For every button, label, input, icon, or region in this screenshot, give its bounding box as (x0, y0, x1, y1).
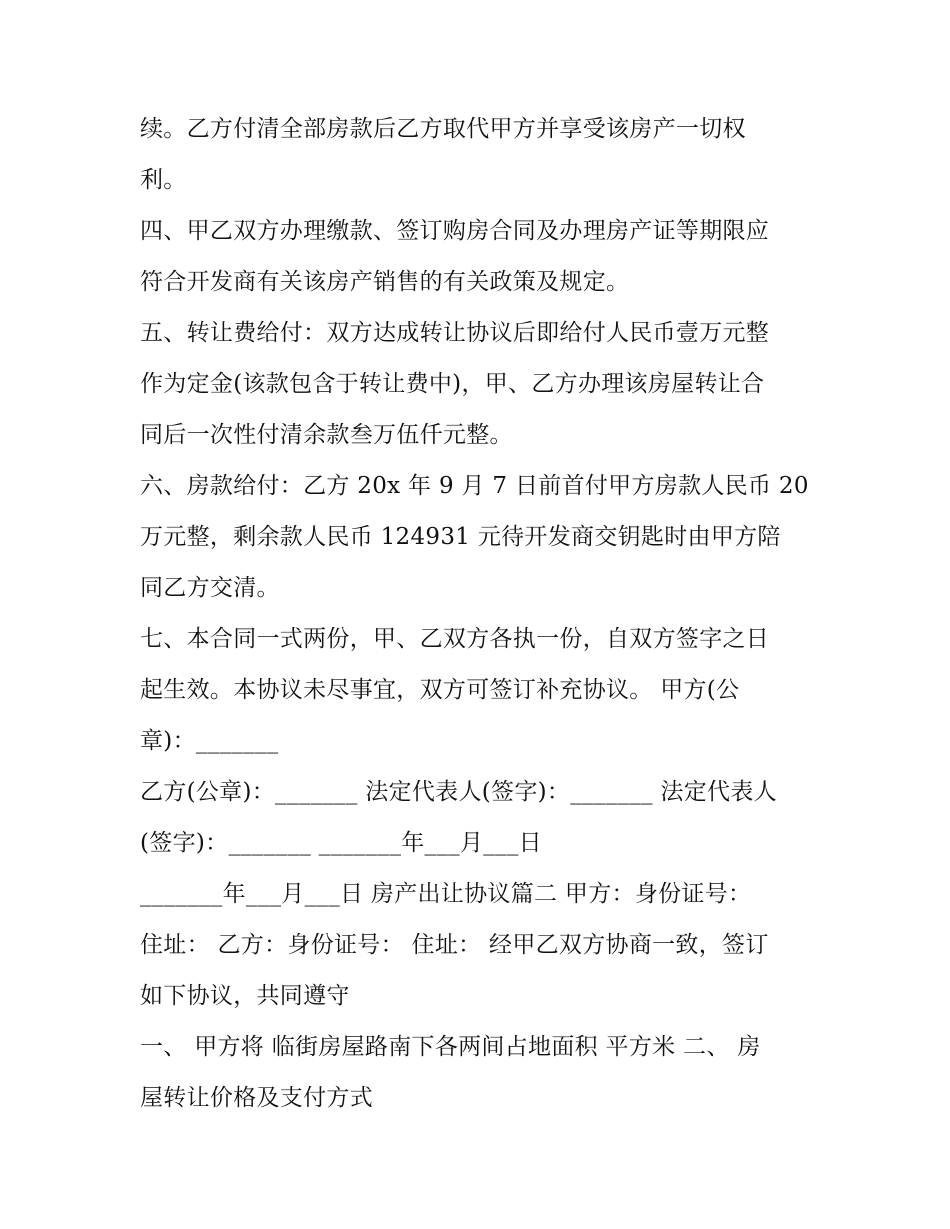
text-line: 同后一次性付清余款叁万伍仟元整。 (140, 422, 513, 448)
text-line: 起生效。本协议未尽事宜，双方可签订补充协议。 甲方(公 (140, 677, 740, 703)
text-line: 五、转让费给付：双方达成转让协议后即给付人民币壹万元整 (140, 320, 770, 346)
text-line: 屋转让价格及支付方式 (140, 1085, 373, 1111)
text-line: 如下协议，共同遵守 (140, 983, 350, 1009)
text-line: 续。乙方付清全部房款后乙方取代甲方并享受该房产一切权 (140, 116, 746, 142)
text-line: 作为定金(该款包含于转让费中)，甲、乙方办理该房屋转让合 (140, 371, 765, 397)
text-line: 乙方(公章)：_______ 法定代表人(签字)：_______ 法定代表人 (140, 779, 777, 805)
text-line: 万元整，剩余款人民币 124931 元待开发商交钥匙时由甲方陪 (140, 524, 781, 550)
text-line: 符合开发商有关该房产销售的有关政策及规定。 (140, 269, 630, 295)
text-line: 住址： 乙方：身份证号： 住址： 经甲乙双方协商一致，签订 (140, 932, 769, 958)
text-line: 章)：_______ (140, 728, 279, 754)
text-line: 四、甲乙双方办理缴款、签订购房合同及办理房产证等期限应 (140, 218, 770, 244)
text-line: 利。 (140, 167, 187, 193)
text-line: 同乙方交清。 (140, 575, 280, 601)
text-line: 七、本合同一式两份，甲、乙双方各执一份，自双方签字之日 (140, 626, 770, 652)
text-line: (签字)：_______ _______年___月___日 (140, 830, 542, 856)
text-line: 六、房款给付：乙方 20x 年 9 月 7 日前首付甲方房款人民币 20 (140, 473, 809, 499)
text-line: _______年___月___日 房产出让协议篇二 甲方：身份证号： (140, 881, 752, 907)
text-line: 一、 甲方将 临街房屋路南下各两间占地面积 平方米 二、 房 (140, 1034, 761, 1060)
document-body (140, 104, 820, 1124)
